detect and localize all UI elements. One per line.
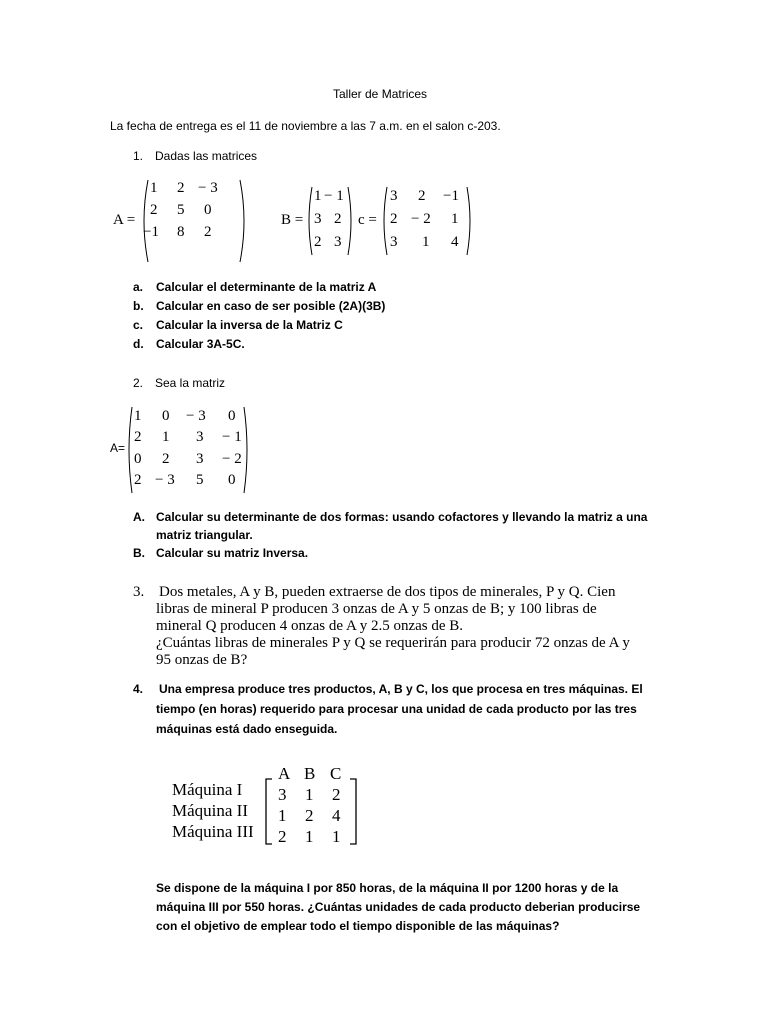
- matrix-c-cell: 4: [451, 234, 459, 250]
- q3-number: 3.: [133, 584, 145, 600]
- machine-matrix-cell: 3: [278, 785, 287, 804]
- machine-matrix-cell: 2: [332, 785, 341, 804]
- q1-item-text: Calcular en caso de ser posible (2A)(3B): [156, 299, 386, 313]
- matrix-q2-cell: 0: [134, 451, 142, 467]
- q3-line: libras de mineral P producen 3 onzas de A y 5 onzas de B; y 100 libras de: [156, 601, 597, 617]
- q4-closing-line: máquina III por 550 horas. ¿Cuántas unidades de cada producto deberian producirse: [156, 900, 641, 914]
- matrix-a-cell: −1: [143, 224, 159, 240]
- q3-line: 95 onzas de B?: [156, 652, 248, 668]
- matrix-q2-cell: − 3: [155, 472, 175, 488]
- matrix-c-cell: 3: [390, 188, 398, 204]
- machine-matrix-cell: 1: [278, 806, 287, 825]
- matrix-q2: [126, 406, 250, 494]
- q3-line: Dos metales, A y B, pueden extraerse de dos tipos de minerales, P y Q. Cien: [159, 584, 616, 600]
- matrix-q2-cell: 3: [196, 429, 204, 445]
- matrix-c-label: c =: [358, 212, 377, 228]
- machine-label: Máquina I: [172, 780, 243, 799]
- machine-label: Máquina III: [172, 822, 254, 841]
- intro-text: La fecha de entrega es el 11 de noviembre a las 7 a.m. en el salon c-203.: [110, 119, 501, 133]
- column-header: C: [330, 764, 342, 783]
- q4-line: tiempo (en horas) requerido para procesar una unidad de cada producto por las tres: [156, 702, 637, 716]
- machine-matrix-cell: 2: [305, 806, 314, 825]
- machine-matrix-cell: 1: [305, 827, 314, 846]
- matrix-q2-cell: − 2: [222, 451, 242, 467]
- q1-item-marker: c.: [133, 318, 144, 332]
- matrix-c-cell: −1: [443, 188, 459, 204]
- matrix-a-cell: 2: [150, 202, 158, 218]
- q2-item-marker: A.: [133, 510, 145, 524]
- q2-number: 2.: [133, 376, 144, 390]
- matrix-q2-cell: − 1: [222, 429, 242, 445]
- machine-matrix-cell: 2: [278, 827, 287, 846]
- machine-matrix-cell: 4: [332, 806, 341, 825]
- matrix-q2-label: A=: [110, 441, 126, 455]
- matrix-b-cell: − 1: [324, 188, 344, 204]
- matrix-c-cell: 2: [418, 188, 426, 204]
- q2-item-marker: B.: [133, 546, 145, 560]
- q1-item-text: Calcular 3A-5C.: [156, 337, 245, 351]
- matrix-c: [381, 186, 473, 256]
- page-title: Taller de Matrices: [333, 87, 428, 101]
- matrix-q2-cell: 3: [196, 451, 204, 467]
- matrix-b-cell: 1: [314, 188, 322, 204]
- q3-line: mineral Q producen 4 onzas de A y 2.5 onzas de B.: [156, 618, 464, 634]
- matrix-b-cell: 3: [314, 211, 322, 227]
- q4-line: Una empresa produce tres productos, A, B y C, los que procesa en tres máquinas. El: [159, 682, 643, 696]
- matrix-a-cell: 2: [177, 180, 185, 196]
- matrix-q2-cell: 1: [134, 408, 142, 424]
- q1-number: 1.: [133, 149, 144, 163]
- q2-item-text: Calcular su determinante de dos formas: usando cofactores y llevando la matriz a una: [156, 510, 648, 524]
- matrix-c-cell: 1: [451, 211, 459, 227]
- matrix-q2-cell: 2: [162, 451, 170, 467]
- q1-item-marker: a.: [133, 280, 144, 294]
- matrix-a-cell: 5: [177, 202, 185, 218]
- matrix-b: [306, 186, 354, 256]
- matrix-q2-cell: 0: [228, 408, 236, 424]
- column-header: A: [278, 764, 291, 783]
- matrix-a-cell: − 3: [198, 180, 218, 196]
- q1-item-text: Calcular el determinante de la matriz A: [156, 280, 377, 294]
- q3-line: ¿Cuántas libras de minerales P y Q se requerirán para producir 72 onzas de A y: [156, 635, 630, 651]
- matrix-c-cell: 2: [390, 211, 398, 227]
- q2-item-text: Calcular su matriz Inversa.: [156, 546, 309, 560]
- matrix-q2-cell: 2: [134, 472, 142, 488]
- matrix-a-cell: 8: [177, 224, 185, 240]
- matrix-q2-cell: 5: [196, 472, 204, 488]
- matrix-b-cell: 3: [334, 234, 342, 250]
- q4-closing-line: Se dispone de la máquina I por 850 horas, de la máquina II por 1200 horas y de la: [156, 881, 619, 895]
- q2-text: Sea la matriz: [155, 376, 226, 390]
- matrix-a-cell: 1: [150, 180, 158, 196]
- machine-matrix-cell: 1: [305, 785, 314, 804]
- machine-matrix-cell: 1: [332, 827, 341, 846]
- q1-item-marker: b.: [133, 299, 144, 313]
- matrix-q2-cell: 1: [162, 429, 170, 445]
- matrix-c-cell: 1: [422, 234, 430, 250]
- q1-item-text: Calcular la inversa de la Matriz C: [156, 318, 343, 332]
- q1-item-marker: d.: [133, 337, 144, 351]
- q4-line: máquinas está dado enseguida.: [156, 722, 338, 736]
- machine-label: Máquina II: [172, 801, 249, 820]
- matrix-b-cell: 2: [314, 234, 322, 250]
- matrix-q2-cell: 2: [134, 429, 142, 445]
- q4-closing-line: con el objetivo de emplear todo el tiempo disponible de las máquinas?: [156, 919, 560, 933]
- matrix-a: [140, 178, 250, 264]
- matrix-b-cell: 2: [334, 211, 342, 227]
- q4-number: 4.: [133, 682, 144, 696]
- matrix-c-cell: − 2: [411, 211, 431, 227]
- matrix-q2-cell: 0: [228, 472, 236, 488]
- matrix-c-cell: 3: [390, 234, 398, 250]
- matrix-b-label: B =: [281, 212, 304, 228]
- q1-text: Dadas las matrices: [155, 149, 258, 163]
- matrix-q2-cell: 0: [162, 408, 170, 424]
- matrix-a-label: A =: [113, 212, 136, 228]
- matrix-a-cell: 2: [204, 224, 212, 240]
- q2-item-text: matriz triangular.: [156, 528, 253, 542]
- column-header: B: [304, 764, 316, 783]
- matrix-q2-cell: − 3: [186, 408, 206, 424]
- matrix-a-cell: 0: [204, 202, 212, 218]
